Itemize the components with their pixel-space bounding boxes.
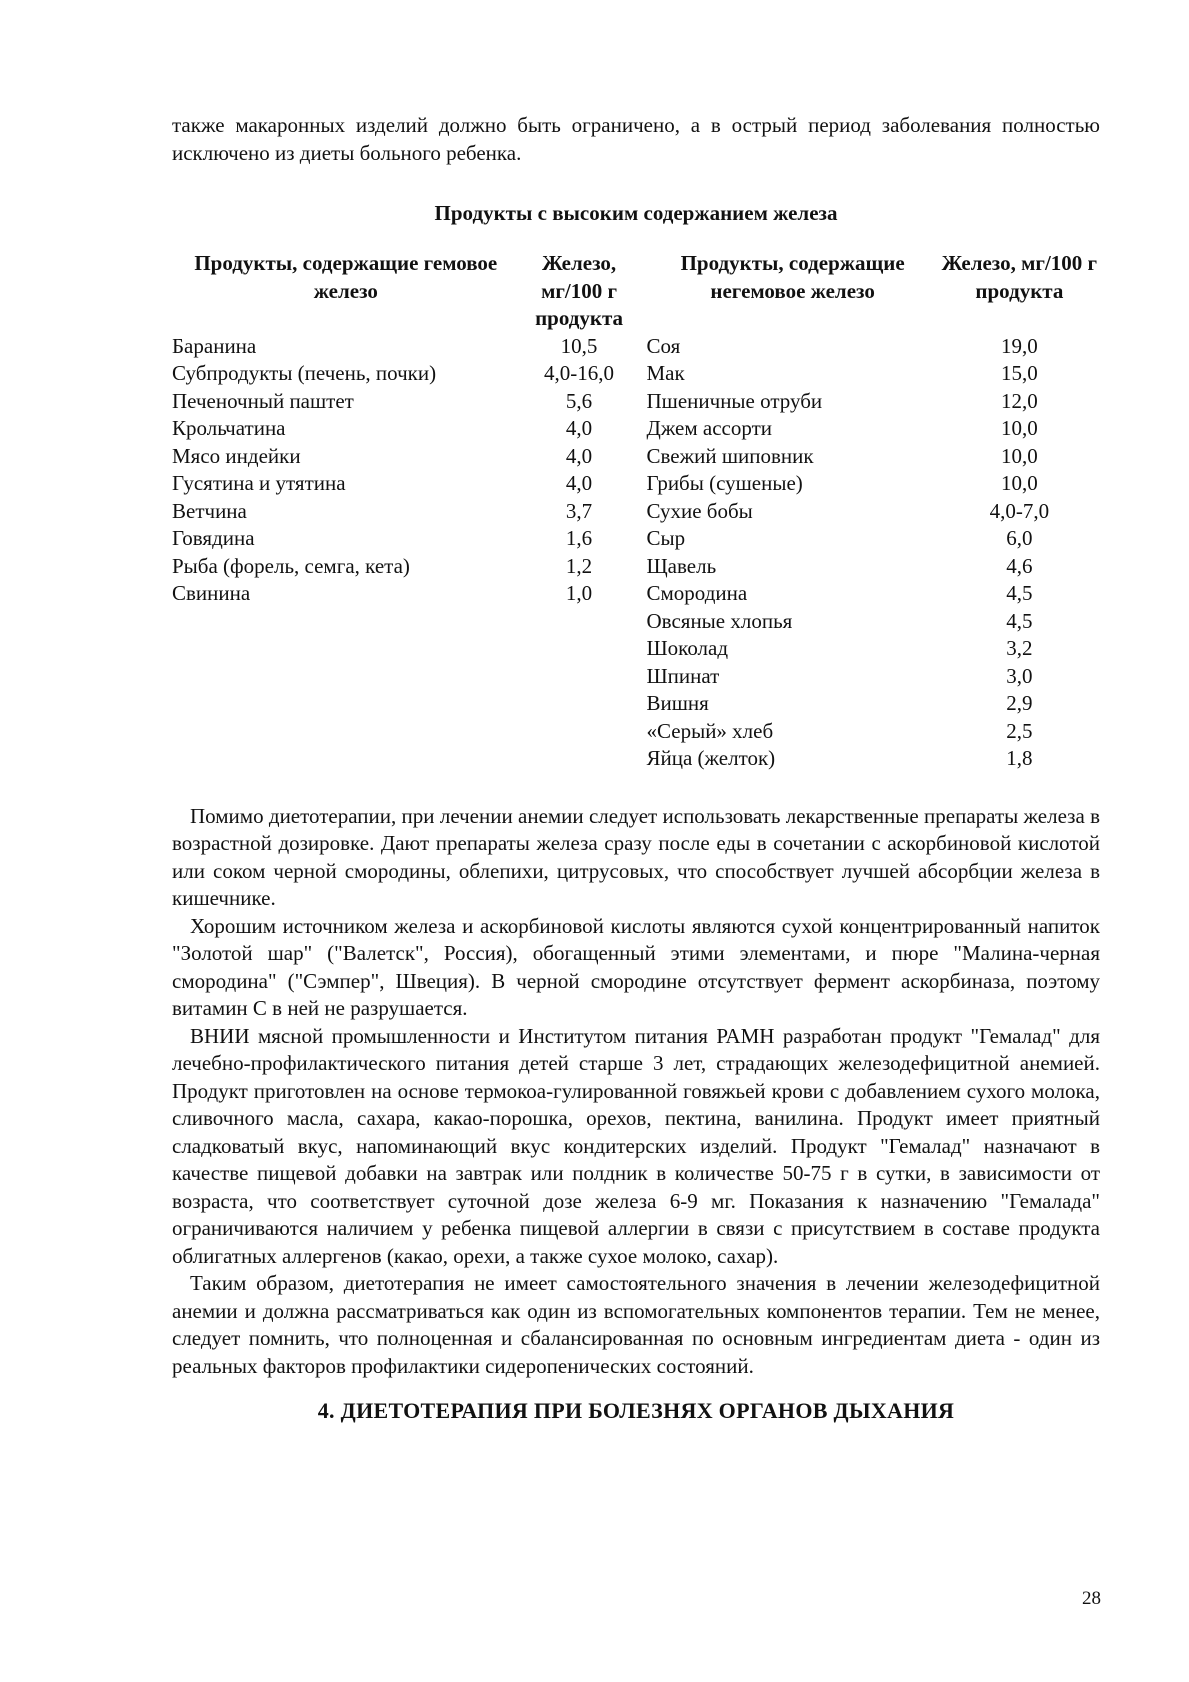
nonheme-product-cell: Сухие бобы xyxy=(646,498,753,523)
heme-product-cell: Свинина xyxy=(172,581,251,605)
nonheme-iron-cell: 4,6 xyxy=(1006,553,1033,578)
heme-iron-cell xyxy=(520,635,639,663)
heme-iron-cell: 4,0 xyxy=(565,416,593,440)
heme-product-cell xyxy=(172,608,520,636)
table-row xyxy=(172,388,1100,416)
heme-iron-cell xyxy=(520,690,639,718)
nonheme-iron-cell: 3,2 xyxy=(1006,636,1033,660)
table-row xyxy=(172,690,1100,718)
nonheme-iron-cell: 3,0 xyxy=(1006,663,1033,688)
heme-iron-cell xyxy=(520,745,639,773)
heme-product-cell: Ветчина xyxy=(172,498,247,523)
table-body xyxy=(172,333,1100,773)
nonheme-product-cell: Щавель xyxy=(646,553,717,578)
heme-product-cell: Говядина xyxy=(172,526,255,550)
nonheme-iron-cell: 6,0 xyxy=(1006,526,1033,550)
table-row xyxy=(172,333,1100,361)
heme-product-cell: Гусятина и утятина xyxy=(172,471,346,495)
nonheme-iron-cell: 19,0 xyxy=(1001,333,1038,358)
heme-iron-cell: 4,0-16,0 xyxy=(544,361,615,385)
table-row xyxy=(172,360,1100,388)
heme-product-cell xyxy=(172,718,520,746)
header-nonheme-products: Продукты, содержащие негемовое железо xyxy=(680,251,905,303)
nonheme-iron-cell: 10,0 xyxy=(1001,443,1038,468)
nonheme-product-cell: Овсяные хлопья xyxy=(646,608,793,633)
table-row xyxy=(172,443,1100,471)
nonheme-iron-cell: 4,5 xyxy=(1006,581,1033,605)
heme-product-cell: Мясо индейки xyxy=(172,443,301,468)
header-heme-products: Продукты, содержащие гемовое железо xyxy=(194,251,498,303)
heme-iron-cell: 1,0 xyxy=(565,581,593,605)
heme-iron-cell: 3,7 xyxy=(565,498,593,523)
nonheme-product-cell: Соя xyxy=(646,333,681,358)
table-row xyxy=(172,525,1100,553)
nonheme-iron-cell: 4,5 xyxy=(1006,608,1033,633)
body-text xyxy=(172,803,1100,1381)
table-row xyxy=(172,553,1100,581)
heme-iron-cell xyxy=(520,608,639,636)
section-heading: 4. ДИЕТОТЕРАПИЯ ПРИ БОЛЕЗНЯХ ОРГАНОВ ДЫХАНИЯ xyxy=(317,1398,955,1423)
heme-iron-cell: 10,5 xyxy=(560,333,598,358)
heme-product-cell xyxy=(172,663,520,691)
nonheme-iron-cell: 15,0 xyxy=(1001,361,1038,385)
heme-iron-cell xyxy=(520,718,639,746)
nonheme-iron-cell: 12,0 xyxy=(1001,388,1038,413)
heme-product-cell xyxy=(172,690,520,718)
nonheme-product-cell: Сыр xyxy=(646,526,686,550)
header-heme-iron: Железо, мг/100 г продукта xyxy=(535,251,624,330)
table-row xyxy=(172,608,1100,636)
nonheme-product-cell: Свежий шиповник xyxy=(646,443,814,468)
heme-iron-cell: 4,0 xyxy=(565,443,593,468)
table-row xyxy=(172,415,1100,443)
nonheme-product-cell: Шпинат xyxy=(646,663,720,688)
heme-iron-cell: 1,2 xyxy=(565,553,593,578)
heme-iron-cell: 4,0 xyxy=(565,471,593,495)
nonheme-product-cell: Мак xyxy=(646,361,685,385)
table-row xyxy=(172,470,1100,498)
iron-content-table xyxy=(172,250,1100,773)
table-row xyxy=(172,745,1100,773)
nonheme-iron-cell: 10,0 xyxy=(1001,416,1038,440)
heme-product-cell: Субпродукты (печень, почки) xyxy=(172,361,437,385)
table-row xyxy=(172,663,1100,691)
nonheme-iron-cell: 4,0-7,0 xyxy=(989,498,1050,523)
intro-paragraph: также макаронных изделий должно быть ограничено, а в острый период заболевания полностью исключено из диеты больного ребенка. xyxy=(172,113,1100,165)
heme-product-cell: Печеночный паштет xyxy=(172,388,354,413)
paragraph: Хорошим источником железа и аскорбиновой кислоты являются сухой концентрированный напиток "Золотой шар" ("Валетск", Россия), обогащенный этими элементами, и пюре "Малина-черная смородина" ("Сэмпер", Швеция). В черной смородине отсутствует фермент аскорбиназа, поэтому витамин С в ней не разрушается. xyxy=(172,913,1100,1020)
heme-product-cell: Крольчатина xyxy=(172,416,286,440)
table-header-row xyxy=(172,250,1100,333)
nonheme-product-cell: Яйца (желток) xyxy=(646,746,776,770)
heme-product-cell xyxy=(172,635,520,663)
table-row xyxy=(172,498,1100,526)
nonheme-product-cell: Шоколад xyxy=(646,636,729,660)
page-number: 28 xyxy=(1082,1588,1101,1609)
heme-product-cell: Рыба (форель, семга, кета) xyxy=(172,553,410,578)
document-page xyxy=(172,112,1100,1424)
table-row xyxy=(172,718,1100,746)
nonheme-product-cell: Грибы (сушеные) xyxy=(646,471,803,495)
nonheme-product-cell: Пшеничные отруби xyxy=(646,388,823,413)
heme-product-cell xyxy=(172,745,520,773)
nonheme-product-cell: Джем ассорти xyxy=(646,416,773,440)
nonheme-product-cell: Вишня xyxy=(646,691,709,715)
heme-iron-cell: 5,6 xyxy=(565,388,593,413)
table-row xyxy=(172,580,1100,608)
header-nonheme-iron: Железо, мг/100 г продукта xyxy=(941,251,1098,303)
heme-product-cell: Баранина xyxy=(172,333,257,358)
nonheme-iron-cell: 1,8 xyxy=(1006,746,1033,770)
nonheme-iron-cell: 10,0 xyxy=(1001,471,1038,495)
nonheme-product-cell: Смородина xyxy=(646,581,748,605)
paragraph: Таким образом, диетотерапия не имеет самостоятельного значения в лечении железодефицитной анемии и должна рассматриваться как один из вспомогательных компонентов терапии. Тем не менее, следует помнить, что полноценная и сбалансированная по основным ингредиентам диета - один из реальных факторов профилактики сидеропенических состояний. xyxy=(172,1271,1100,1378)
table-title: Продукты с высоким содержанием железа xyxy=(434,201,838,225)
table-row xyxy=(172,635,1100,663)
nonheme-product-cell: «Серый» хлеб xyxy=(646,718,774,743)
paragraph: Помимо диетотерапии, при лечении анемии следует использовать лекарственные препараты железа в возрастной дозировке. Дают препараты железа сразу после еды в сочетании с аскорбиновой кислотой или соком черной смородины, облепихи, цитрусовых, что способствует лучшей абсорбции железа в кишечнике. xyxy=(172,803,1100,910)
heme-iron-cell: 1,6 xyxy=(565,526,593,550)
nonheme-iron-cell: 2,5 xyxy=(1006,718,1033,743)
nonheme-iron-cell: 2,9 xyxy=(1006,691,1033,715)
paragraph: ВНИИ мясной промышленности и Институтом питания РАМН разработан продукт "Гемалад" для лечебно-профилактического питания детей старше 3 лет, страдающих железодефицитной анемией. Продукт приготовлен на основе термокоа-гулированной говяжьей крови с добавлением сухого молока, сливочного масла, сахара, какао-порошка, орехов, пектина, ванилина. Продукт имеет приятный сладковатый вкус, напоминающий вкус кондитерских изделий. Продукт "Гемалад" назначают в качестве пищевой добавки на завтрак или полдник в количестве 50-75 г в сутки, в зависимости от возраста, что соответствует суточной дозе железа 6-9 мг. Показания к назначению "Гемалада" ограничиваются наличием у ребенка пищевой аллергии в связи с присутствием в составе продукта облигатных аллергенов (какао, орехи, а также сухое молоко, сахар). xyxy=(172,1023,1100,1268)
heme-iron-cell xyxy=(520,663,639,691)
